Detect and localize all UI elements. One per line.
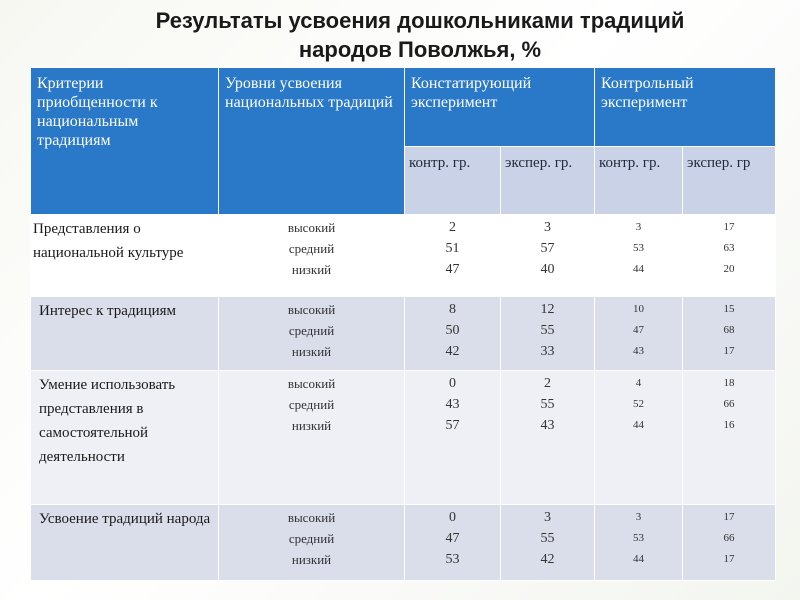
asc-control-cell: [405, 505, 501, 581]
value: 47: [445, 262, 460, 277]
value: 2: [544, 376, 551, 391]
ctl-control-cell: [595, 371, 683, 505]
levels-cell: [219, 371, 405, 505]
level-high: высокий: [287, 220, 336, 235]
criterion-cell: Интерес к традициям: [31, 297, 219, 371]
value: 44: [633, 419, 645, 431]
title-line-2: народов Поволжья, %: [298, 37, 542, 62]
header-ascertaining: Констатирующий эксперимент: [405, 68, 595, 147]
subheader-ctl-exper: экспер. гр: [683, 147, 776, 215]
levels-cell: [219, 215, 405, 297]
value: 33: [540, 344, 555, 359]
value: 57: [540, 241, 555, 256]
ctl-exper-cell: [683, 215, 776, 297]
value: 51: [445, 241, 460, 256]
value: 20: [723, 263, 735, 275]
value: 47: [445, 531, 460, 546]
criterion-cell: Умение использовать представления в самостоятельной деятельности: [31, 371, 219, 505]
header-control-experiment: Контрольный эксперимент: [595, 68, 776, 147]
value: 66: [723, 532, 735, 544]
subheader-asc-exper: экспер. гр.: [501, 147, 595, 215]
value: 42: [445, 344, 460, 359]
criterion-cell: Представления о национальной культуре: [31, 215, 219, 297]
level-high: высокий: [287, 302, 336, 317]
value: 18: [723, 377, 735, 389]
value: 55: [540, 397, 555, 412]
value: 63: [723, 242, 735, 254]
value: 44: [633, 553, 645, 565]
level-low: низкий: [291, 418, 332, 433]
subheader-asc-control: контр. гр.: [405, 147, 501, 215]
asc-control-cell: [405, 297, 501, 371]
header-criteria: Критерии приобщенности к национальным традициям: [31, 68, 219, 215]
value: 53: [633, 242, 645, 254]
asc-exper-cell: [501, 505, 595, 581]
criterion-cell: Усвоение традиций народа: [31, 505, 219, 581]
ctl-exper-cell: [683, 371, 776, 505]
value: 3: [635, 221, 642, 233]
levels-cell: [219, 505, 405, 581]
value: 3: [544, 510, 551, 525]
value: 53: [445, 552, 460, 567]
value: 0: [449, 510, 456, 525]
value: 0: [449, 376, 456, 391]
value: 47: [633, 324, 645, 336]
value: 53: [633, 532, 645, 544]
asc-control-cell: [405, 215, 501, 297]
value: 8: [449, 302, 456, 317]
value: 52: [633, 398, 645, 410]
value: 57: [445, 418, 460, 433]
value: 2: [449, 220, 456, 235]
asc-exper-cell: [501, 215, 595, 297]
asc-exper-cell: [501, 297, 595, 371]
value: 43: [445, 397, 460, 412]
level-medium: средний: [288, 531, 335, 546]
level-medium: средний: [288, 241, 335, 256]
page-title: [0, 6, 800, 64]
value: 17: [723, 221, 735, 233]
table-row: [31, 505, 776, 581]
value: 55: [540, 323, 555, 338]
value: 43: [633, 345, 645, 357]
value: 10: [633, 303, 645, 315]
levels-cell: [219, 297, 405, 371]
value: 4: [635, 377, 642, 389]
ctl-exper-cell: [683, 297, 776, 371]
value: 16: [723, 419, 735, 431]
table-row: [31, 215, 776, 297]
level-medium: средний: [288, 323, 335, 338]
asc-exper-cell: [501, 371, 595, 505]
ctl-control-cell: [595, 215, 683, 297]
title-line-1: Результаты усвоения дошкольниками традиций: [155, 8, 685, 33]
results-table: [30, 67, 776, 581]
ctl-control-cell: [595, 297, 683, 371]
subheader-ctl-control: контр. гр.: [595, 147, 683, 215]
asc-control-cell: [405, 371, 501, 505]
value: 43: [540, 418, 555, 433]
table-row: [31, 297, 776, 371]
value: 55: [540, 531, 555, 546]
value: 17: [723, 345, 735, 357]
level-high: высокий: [287, 376, 336, 391]
value: 40: [540, 262, 555, 277]
table-row: [31, 371, 776, 505]
level-medium: средний: [288, 397, 335, 412]
value: 44: [633, 263, 645, 275]
value: 42: [540, 552, 555, 567]
level-low: низкий: [291, 262, 332, 277]
level-high: высокий: [287, 510, 336, 525]
value: 3: [635, 511, 642, 523]
value: 15: [723, 303, 735, 315]
value: 68: [723, 324, 735, 336]
ctl-exper-cell: [683, 505, 776, 581]
level-low: низкий: [291, 344, 332, 359]
value: 12: [540, 302, 555, 317]
level-low: низкий: [291, 552, 332, 567]
value: 66: [723, 398, 735, 410]
ctl-control-cell: [595, 505, 683, 581]
value: 17: [723, 553, 735, 565]
value: 17: [723, 511, 735, 523]
header-levels: Уровни усвоения национальных традиций: [219, 68, 405, 215]
value: 50: [445, 323, 460, 338]
value: 3: [544, 220, 551, 235]
